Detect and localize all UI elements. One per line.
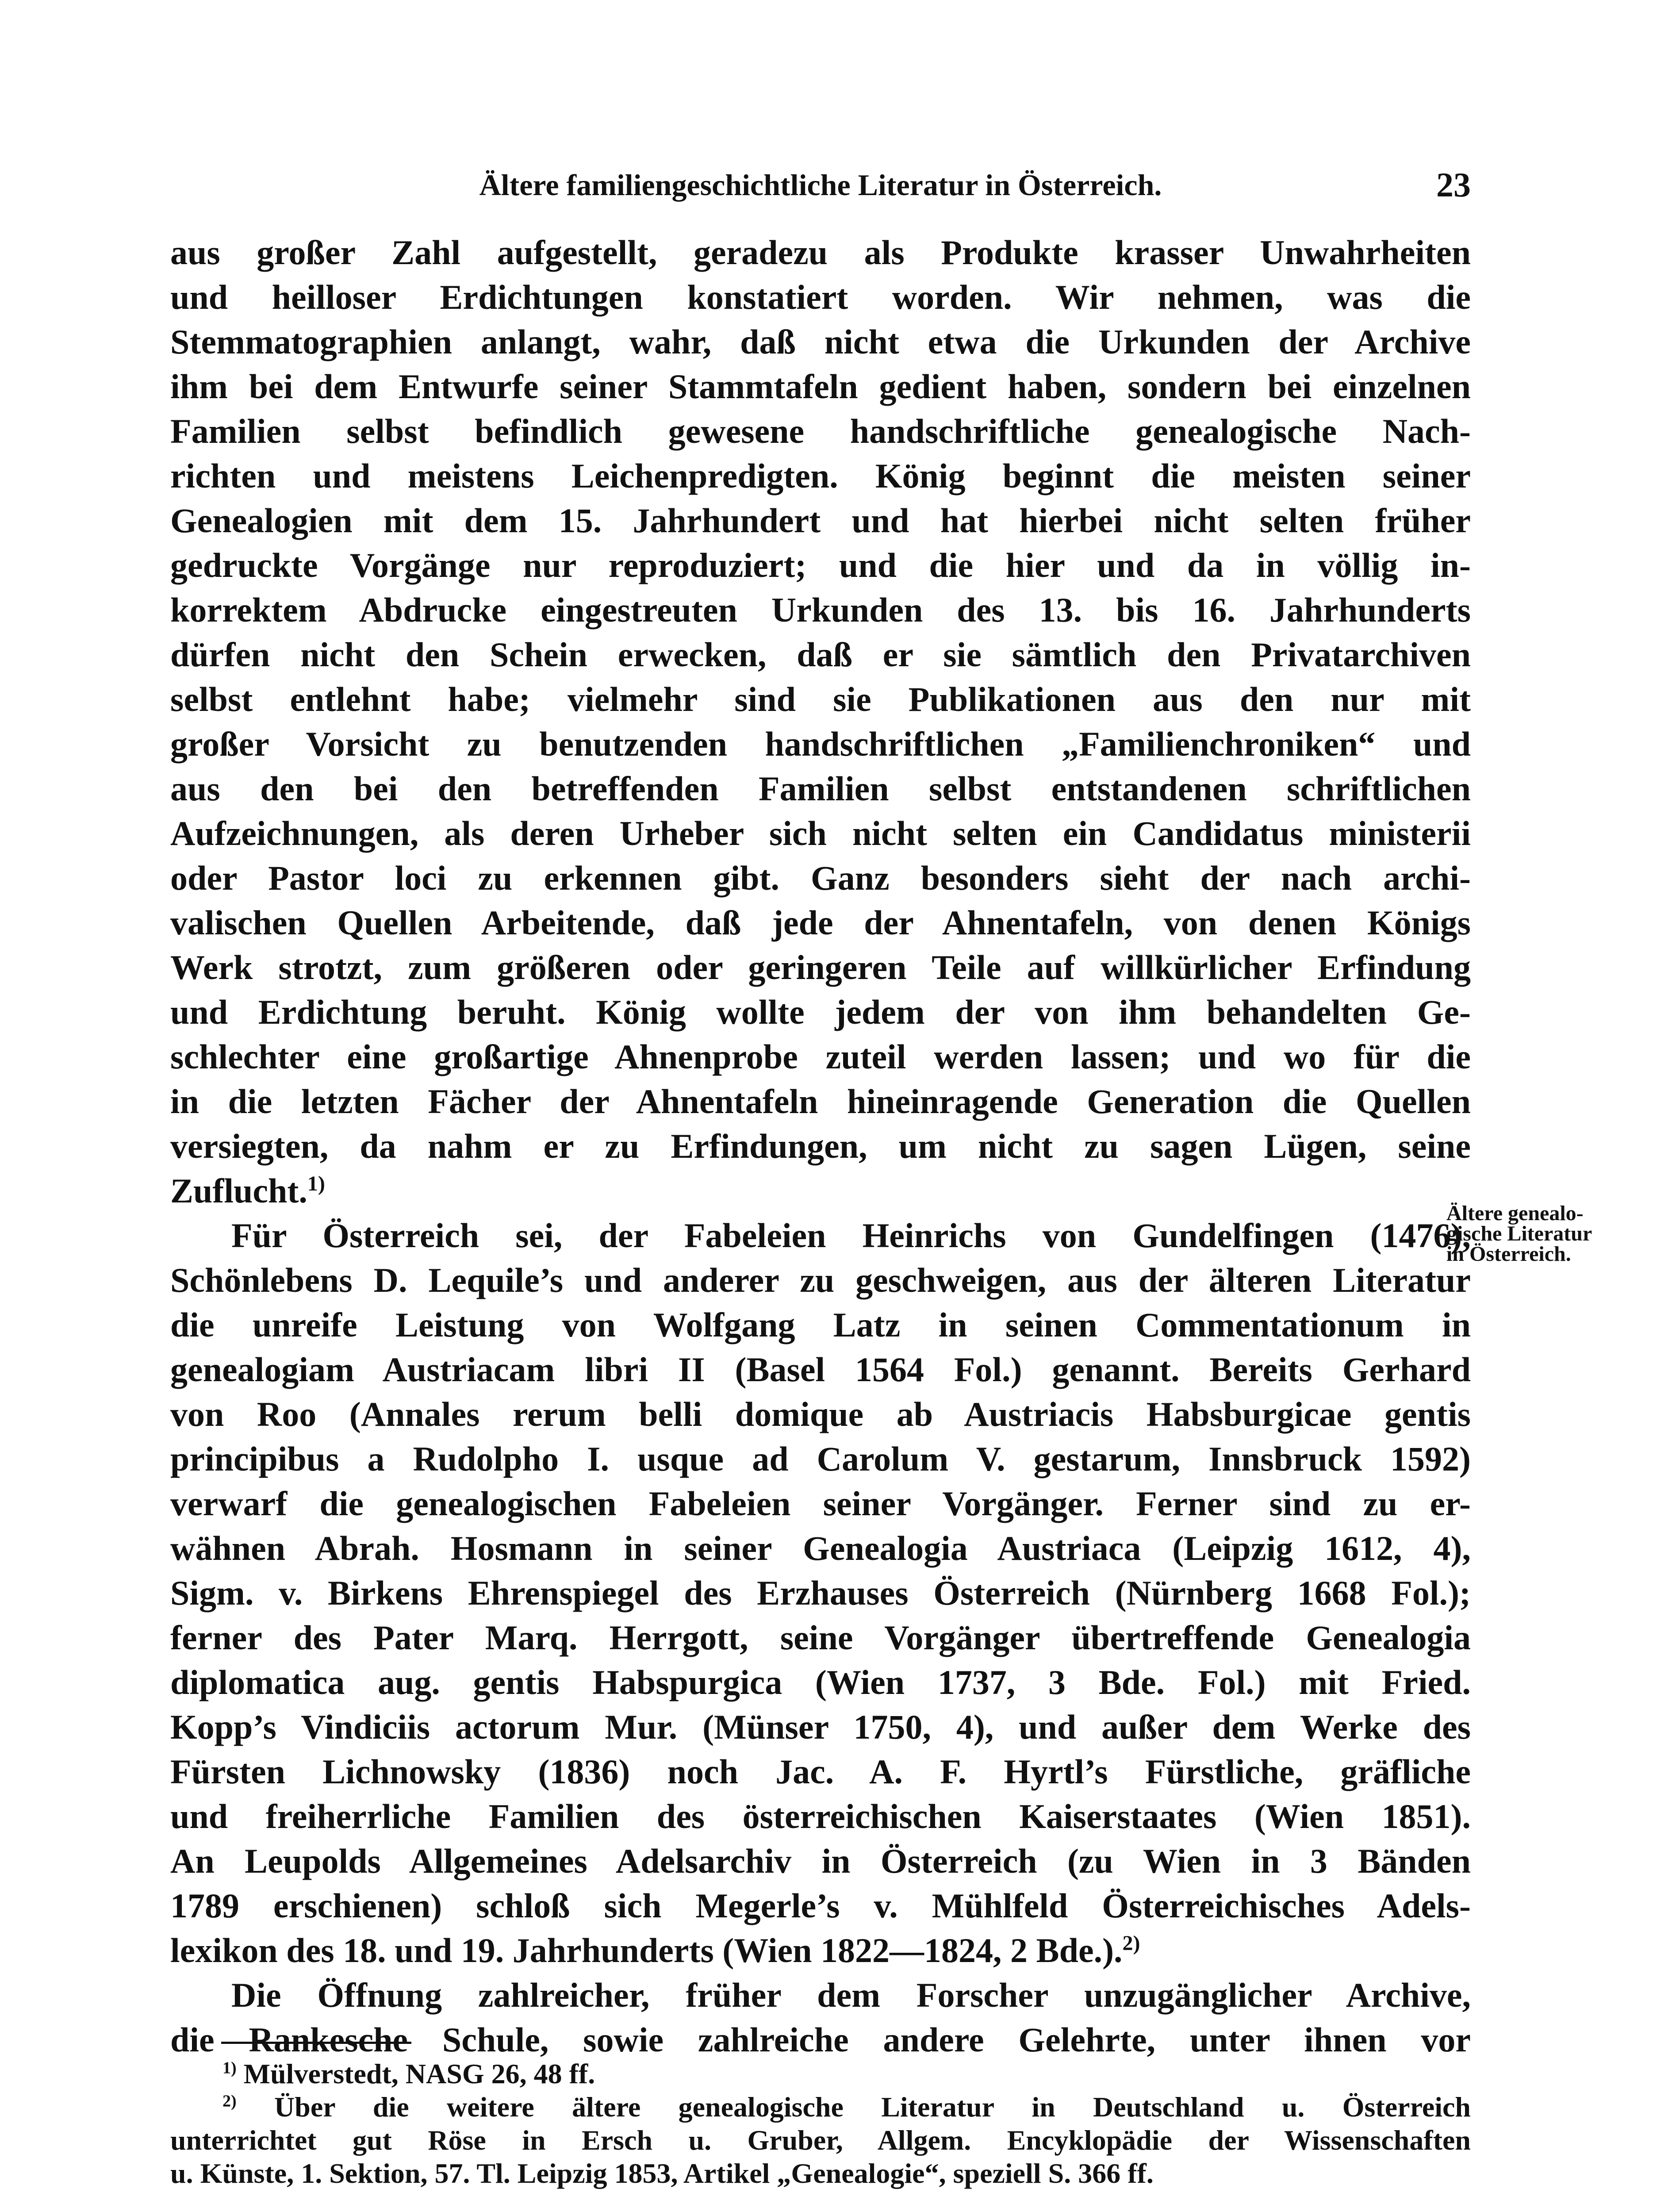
text-line: gedruckte Vorgänge nur reproduziert; und die hier und da in völlig in- (170, 546, 1471, 584)
page-number: 23 (1436, 165, 1471, 204)
text-line-content: Zuflucht. (170, 1171, 307, 1210)
text-line: Familien selbst befindlich gewesene handschriftliche genealogische Nach- (170, 412, 1471, 450)
text-line: principibus a Rudolpho I. usque ad Carolum V. gestarum, Innsbruck 1592) (170, 1440, 1471, 1478)
text-line: aus den bei den betreffenden Familien selbst entstandenen schriftlichen (170, 769, 1471, 808)
text-line: und Erdichtung beruht. König wollte jedem der von ihm behandelten Ge- (170, 993, 1471, 1031)
text-line-content: lexikon des 18. und 19. Jahrhunderts (Wien 1822—1824, 2 Bde.). (170, 1931, 1123, 1970)
footnote-ref-1: 1) (307, 1172, 325, 1195)
text-line: die Rankesche Schule, sowie zahlreiche andere Gelehrte, unter ihnen vor (170, 2020, 1471, 2059)
text-line: großer Vorsicht zu benutzenden handschriftlichen „Familienchroniken“ und (170, 725, 1471, 763)
text-line: genealogiam Austriacam libri II (Basel 1564 Fol.) genannt. Bereits Gerhard (170, 1350, 1471, 1389)
text-line: ihm bei dem Entwurfe seiner Stammtafeln gedient haben, sondern bei einzelnen (170, 367, 1471, 406)
footnotes (170, 2057, 1471, 2190)
text-line: Aufzeichnungen, als deren Urheber sich nicht selten ein Candidatus ministerii (170, 814, 1471, 853)
margin-note-line: Ältere genealo- (1446, 1202, 1584, 1225)
text-line: dürfen nicht den Schein erwecken, daß er sie sämtlich den Privatarchiven (170, 635, 1471, 674)
margin-note-line: in Österreich. (1446, 1242, 1571, 1266)
text-line: selbst entlehnt habe; vielmehr sind sie Publikationen aus den nur mit (170, 680, 1471, 718)
text-line: korrektem Abdrucke eingestreuten Urkunden des 13. bis 16. Jahrhunderts (170, 591, 1471, 629)
margin-note (1446, 1203, 1619, 1264)
text-line: Genealogien mit dem 15. Jahrhundert und hat hierbei nicht selten früher (170, 501, 1471, 540)
text-line: Fürsten Lichnowsky (1836) noch Jac. A. F. Hyrtl’s Fürstliche, gräfliche (170, 1752, 1471, 1791)
text-line: diplomatica aug. gentis Habspurgica (Wien 1737, 3 Bde. Fol.) mit Fried. (170, 1663, 1471, 1701)
footnote-mark-2: 2) (222, 2092, 237, 2111)
footnote-text: Über die weitere ältere genealogische Literatur in Deutschland u. Österreich (274, 2091, 1471, 2123)
text-line: aus großer Zahl aufgestellt, geradezu als Produkte krasser Unwahrheiten (170, 233, 1471, 272)
footnote-separator (221, 2042, 411, 2044)
text-line: verwarf die genealogischen Fabeleien seiner Vorgänger. Ferner sind zu er- (170, 1484, 1471, 1523)
footnote-2 (170, 2090, 1471, 2124)
main-text (170, 230, 1471, 2062)
text-line: und heilloser Erdichtungen konstatiert worden. Wir nehmen, was die (170, 278, 1471, 316)
text-line: valischen Quellen Arbeitende, daß jede der Ahnentafeln, von denen Königs (170, 903, 1471, 942)
text-line: An Leupolds Allgemeines Adelsarchiv in Österreich (zu Wien in 3 Bänden (170, 1842, 1471, 1880)
footnote-text: Mülverstedt, NASG 26, 48 ff. (243, 2058, 595, 2089)
text-line: Schönlebens D. Lequile’s und anderer zu geschweigen, aus der älteren Literatur (170, 1261, 1471, 1299)
text-line: Werk strotzt, zum größeren oder geringeren Teile auf willkürlicher Erfindung (170, 948, 1471, 987)
footnote-text-line: u. Künste, 1. Sektion, 57. Tl. Leipzig 1853, Artikel „Genealogie“, speziell S. 366 ff. (170, 2158, 1154, 2189)
text-line: richten und meistens Leichenpredigten. König beginnt die meisten seiner (170, 457, 1471, 495)
text-line: Kopp’s Vindiciis actorum Mur. (Münser 1750, 4), und außer dem Werke des (170, 1708, 1471, 1746)
footnote-ref-2: 2) (1122, 1932, 1140, 1955)
text-line: Für Österreich sei, der Fabeleien Heinrichs von Gundelfingen (1476), (231, 1216, 1471, 1255)
footnote-text-line: unterrichtet gut Röse in Ersch u. Gruber, Allgem. Encyklopädie der Wissenschaften (170, 2124, 1471, 2156)
text-line: Die Öffnung zahlreicher, früher dem Forscher unzugänglicher Archive, (231, 1976, 1471, 2014)
running-header (170, 158, 1471, 211)
text-line: wähnen Abrah. Hosmann in seiner Genealogia Austriaca (Leipzig 1612, 4), (170, 1529, 1471, 1567)
text-line: oder Pastor loci zu erkennen gibt. Ganz besonders sieht der nach archi- (170, 859, 1471, 897)
text-line: in die letzten Fächer der Ahnentafeln hineinragende Generation die Quellen (170, 1082, 1471, 1121)
margin-note-line: gische Literatur (1446, 1222, 1592, 1245)
text-line: Sigm. v. Birkens Ehrenspiegel des Erzhauses Österreich (Nürnberg 1668 Fol.); (170, 1574, 1471, 1612)
text-line: ferner des Pater Marq. Herrgott, seine Vorgänger übertreffende Genealogia (170, 1618, 1471, 1657)
text-line: schlechter eine großartige Ahnenprobe zuteil werden lassen; und wo für die (170, 1037, 1471, 1076)
text-line: 1789 erschienen) schloß sich Megerle’s v. Mühlfeld Österreichisches Adels- (170, 1886, 1471, 1925)
text-line (170, 1168, 1471, 1213)
text-line: die unreife Leistung von Wolfgang Latz in seinen Commentationum in (170, 1306, 1471, 1344)
text-line: und freiherrliche Familien des österreichischen Kaiserstaates (Wien 1851). (170, 1797, 1471, 1836)
text-line: von Roo (Annales rerum belli domique ab Austriacis Habsburgicae gentis (170, 1395, 1471, 1433)
footnote-mark-1: 1) (222, 2058, 237, 2078)
text-line (170, 1928, 1471, 1973)
text-line: Stemmatographien anlangt, wahr, daß nicht etwa die Urkunden der Archive (170, 323, 1471, 361)
text-line: versiegten, da nahm er zu Erfindungen, um nicht zu sagen Lügen, seine (170, 1127, 1471, 1165)
running-title: Ältere familiengeschichtliche Literatur in Österreich. (479, 168, 1162, 202)
footnote-1 (170, 2057, 1471, 2090)
